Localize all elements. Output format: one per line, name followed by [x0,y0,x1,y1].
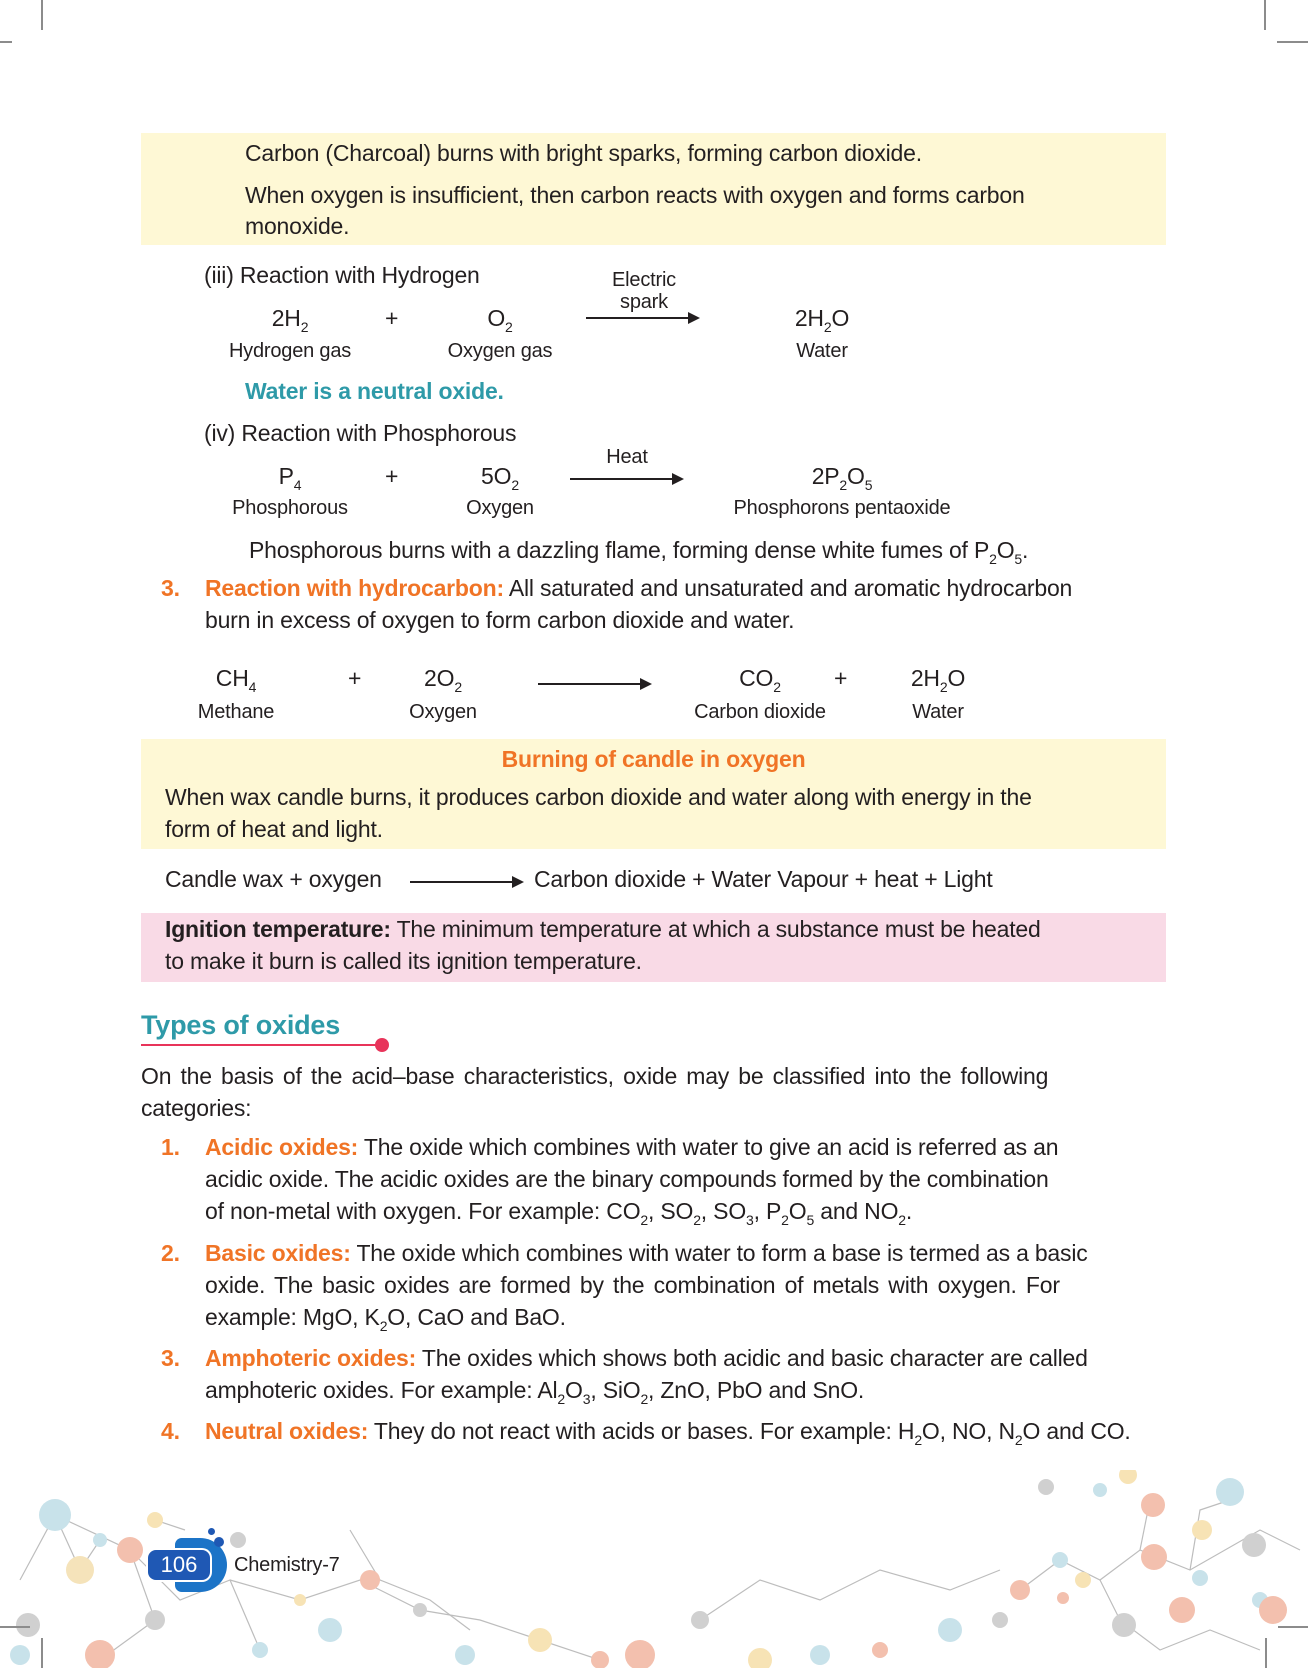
book-title: Chemistry-7 [234,1554,340,1576]
hydrocarbon-number: 3. [161,575,180,601]
reaction-hydrogen-title: (iii) Reaction with Hydrogen [204,262,480,288]
hydrogen-product: $2H_2O$ [794,305,850,335]
methane-plus: + [348,665,362,691]
heading-underline-dot [375,1038,389,1052]
hydrocarbon-line1: Reaction with hydrocarbon: All saturated and unsaturated and aromatic hydrocarbon [205,575,1073,601]
water-formula: $2H_2O$ [910,665,966,695]
phosphorous-reactant1-name: Phosphorous [232,497,348,519]
methane-oxygen-formula: $2O_2$ [424,665,462,695]
neutral-line1: Neutral oxides: They do not react with acids or bases. For example: $H_2O$, NO, $N_2O$ and CO. [205,1418,1131,1448]
hydrocarbon-line2: burn in excess of oxygen to form carbon dioxide and water. [205,607,795,633]
neutral-oxide-note: Water is a neutral oxide. [245,378,504,404]
candle-eq-arrow [410,881,522,883]
carbon-note-line2: When oxygen is insufficient, then carbon reacts with oxygen and forms carbon [245,182,1025,208]
crop-mark-top-right-v [1264,0,1266,30]
crop-mark-bottom-right-h [1278,1626,1308,1628]
crop-mark-top-left-h [0,41,12,43]
phosphorous-reactant1: $P_4$ [278,463,302,493]
basic-number: 2. [161,1240,180,1266]
crop-mark-bottom-left-v [41,1638,43,1668]
amphoteric-line1: Amphoteric oxides: The oxides which shows both acidic and basic character are called [205,1345,1088,1371]
product-plus: + [834,665,848,691]
acidic-line2: acidic oxide. The acidic oxides are the binary compounds formed by the combination [205,1166,1049,1192]
hydrogen-reactant1: $2H_2$ [271,305,309,335]
hydrogen-reactant1-name: Hydrogen gas [228,340,352,362]
ignition-line1: Ignition temperature: The minimum temperature at which a substance must be heated [165,916,1041,942]
hydrogen-arrow [586,317,698,319]
candle-eq-left: Candle wax + oxygen [165,866,382,892]
phosphorous-plus: + [385,463,399,489]
phosphorous-reactant2-name: Oxygen [466,497,534,519]
basic-line1: Basic oxides: The oxide which combines with water to form a base is termed as a basic [205,1240,1088,1266]
crop-mark-top-left-v [41,0,43,30]
crop-mark-top-right-h [1277,41,1308,43]
methane-name: Methane [197,701,275,723]
acidic-number: 1. [161,1134,180,1160]
water-name: Water [912,701,964,723]
phosphorous-note: Phosphorous burns with a dazzling flame, forming dense white fumes of $P_2O_5$. [249,537,1029,567]
co2-formula: $CO_2$ [739,665,781,695]
page-number: 106 [148,1550,210,1580]
hydrogen-product-name: Water [796,340,848,362]
amphoteric-number: 3. [161,1345,180,1371]
carbon-note-line1: Carbon (Charcoal) burns with bright sparks, forming carbon dioxide. [245,140,922,166]
bubble-icon-1 [208,1528,215,1535]
methane-formula: $CH_4$ [215,665,257,695]
crop-mark-bottom-left-h [0,1626,30,1628]
candle-box-line1: When wax candle burns, it produces carbon dioxide and water along with energy in the [165,784,1032,810]
candle-eq-right: Carbon dioxide + Water Vapour + heat + Light [534,866,993,892]
crop-mark-bottom-right-v [1265,1638,1267,1668]
condition-heat: Heat [606,446,648,468]
methane-arrow [538,683,650,685]
candle-box-line2: form of heat and light. [165,816,383,842]
phosphorous-arrow [570,478,682,480]
phosphorous-product: $2P_2O_5$ [811,463,873,493]
ignition-line2: to make it burn is called its ignition temperature. [165,948,642,974]
carbon-note-line3: monoxide. [245,213,350,239]
condition-electric: Electric [612,269,676,291]
acidic-line3: of non-metal with oxygen. For example: $CO_2$, $SO_2$, $SO_3$, $P_2O_5$ and $NO_2$. [205,1198,913,1228]
basic-line2: oxide. The basic oxides are formed by the combination of metals with oxygen. For [205,1272,1060,1298]
phosphorous-reactant2: $5O_2$ [481,463,519,493]
hydrogen-reactant2: $O_2$ [487,305,513,335]
oxides-intro-line2: categories: [141,1095,252,1121]
acidic-line1: Acidic oxides: The oxide which combines with water to give an acid is referred as an [205,1134,1059,1160]
oxides-intro-line1: On the basis of the acid–base characteristics, oxide may be classified into the following [141,1063,1049,1089]
phosphorous-product-name: Phosphorons pentaoxide [733,497,951,519]
candle-box-title: Burning of candle in oxygen [501,746,806,772]
types-of-oxides-heading: Types of oxides [141,1010,341,1040]
co2-name: Carbon dioxide [694,701,826,723]
hydrogen-plus: + [385,305,399,331]
heading-underline [141,1044,381,1046]
hydrogen-reactant2-name: Oxygen gas [447,340,553,362]
amphoteric-line2: amphoteric oxides. For example: $Al_2O_3$, SiO$_2$, ZnO, PbO and SnO. [205,1377,865,1407]
condition-spark: spark [620,291,668,313]
methane-oxygen-name: Oxygen [409,701,477,723]
reaction-phosphorous-title: (iv) Reaction with Phosphorous [204,420,517,446]
neutral-number: 4. [161,1418,180,1444]
bubble-icon-2 [214,1537,224,1547]
basic-line3: example: MgO, $K_2O$, CaO and BaO. [205,1304,566,1334]
